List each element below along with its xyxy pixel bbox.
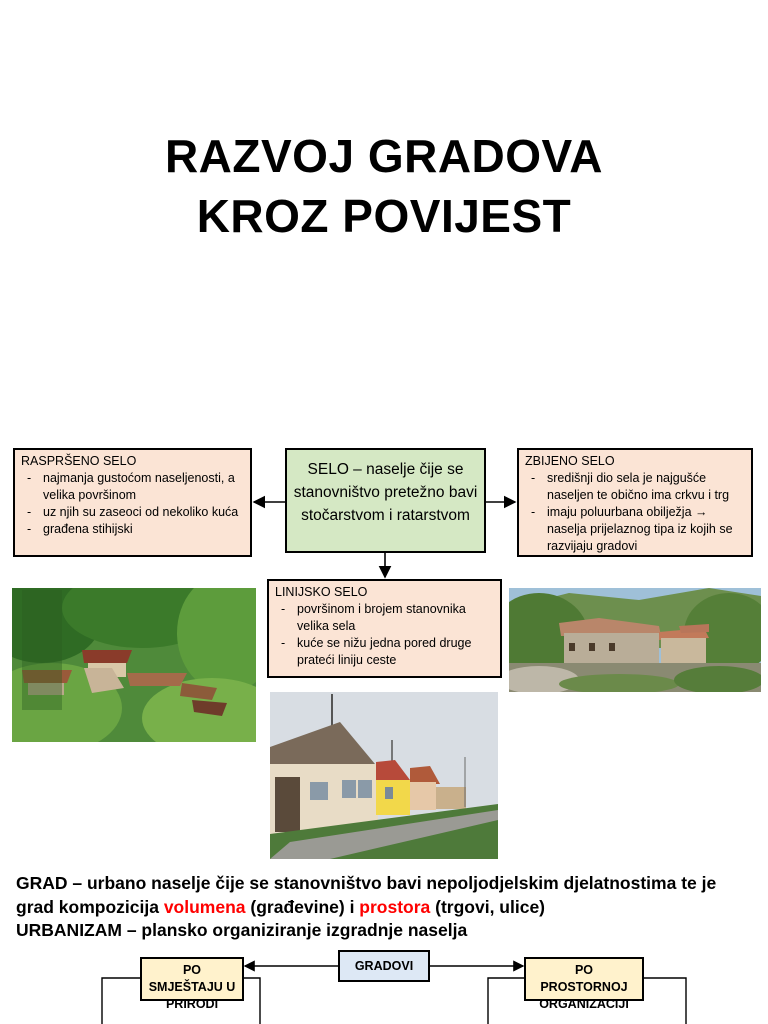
title-line-1: RAZVOJ GRADOVA <box>164 130 604 182</box>
grad-definition <box>16 872 756 943</box>
organizacija-box <box>524 957 644 1011</box>
prostora-highlight: prostora <box>359 896 431 917</box>
gradovi-label: GRADOVI <box>354 959 414 973</box>
grad-text-part3: (trgovi, ulice) <box>430 896 546 917</box>
list-item: - najmanja gustoćom naseljenosti, a velika površinom <box>43 470 244 504</box>
linijsko-heading: LINIJSKO SELO <box>275 585 368 599</box>
zbijeno-heading: ZBIJENO SELO <box>525 454 615 468</box>
organizacija-label: PO PROSTORNOJ ORGANIZACIJI <box>539 963 629 1011</box>
list-item: - kuće se nižu jedna pored druge prateći liniju ceste <box>297 635 494 669</box>
right-bracket-right <box>643 978 686 1024</box>
selo-definition-text: SELO – naselje čije se stanovništvo pretežno bavi stočarstvom i ratarstvom <box>293 461 478 524</box>
photo-rasprseno-selo <box>12 588 256 742</box>
list-item: - površinom i brojem stanovnika velika sela <box>297 601 494 635</box>
list-item: - uz njih su zaseoci od nekoliko kuća <box>43 504 244 521</box>
list-item: - imaju poluurbana obilježja → naselja prijelaznog tipa iz kojih se razvijaju gradovi <box>547 504 745 555</box>
right-bracket <box>488 978 525 1024</box>
gradovi-box <box>338 950 430 982</box>
list-item: - građena stihijski <box>43 521 244 538</box>
smjestaj-box <box>140 957 244 1011</box>
left-bracket-right <box>243 978 260 1024</box>
rasprseno-heading: RASPRŠENO SELO <box>21 454 137 468</box>
left-bracket <box>102 978 140 1024</box>
grad-text-part2: (građevine) i <box>245 896 360 917</box>
title-line-2: KROZ POVIJEST <box>196 190 572 242</box>
linijsko-list <box>275 601 494 669</box>
photo-linijsko-selo <box>270 692 498 859</box>
urbanizam-definition: URBANIZAM – plansko organiziranje izgradnje naselja <box>16 920 468 940</box>
volumena-highlight: volumena <box>163 896 246 917</box>
smjestaj-label: PO SMJEŠTAJU U PRIRODI <box>148 963 236 1011</box>
grad-text-part1: GRAD – urbano naselje čije se stanovništvo bavi nepoljodjelskim djelatnostima te je grad kompozicija <box>16 873 717 917</box>
photo-zbijeno-selo <box>509 588 761 692</box>
list-item: - središnji dio sela je najgušće naseljen te obično ima crkvu i trg <box>547 470 745 504</box>
